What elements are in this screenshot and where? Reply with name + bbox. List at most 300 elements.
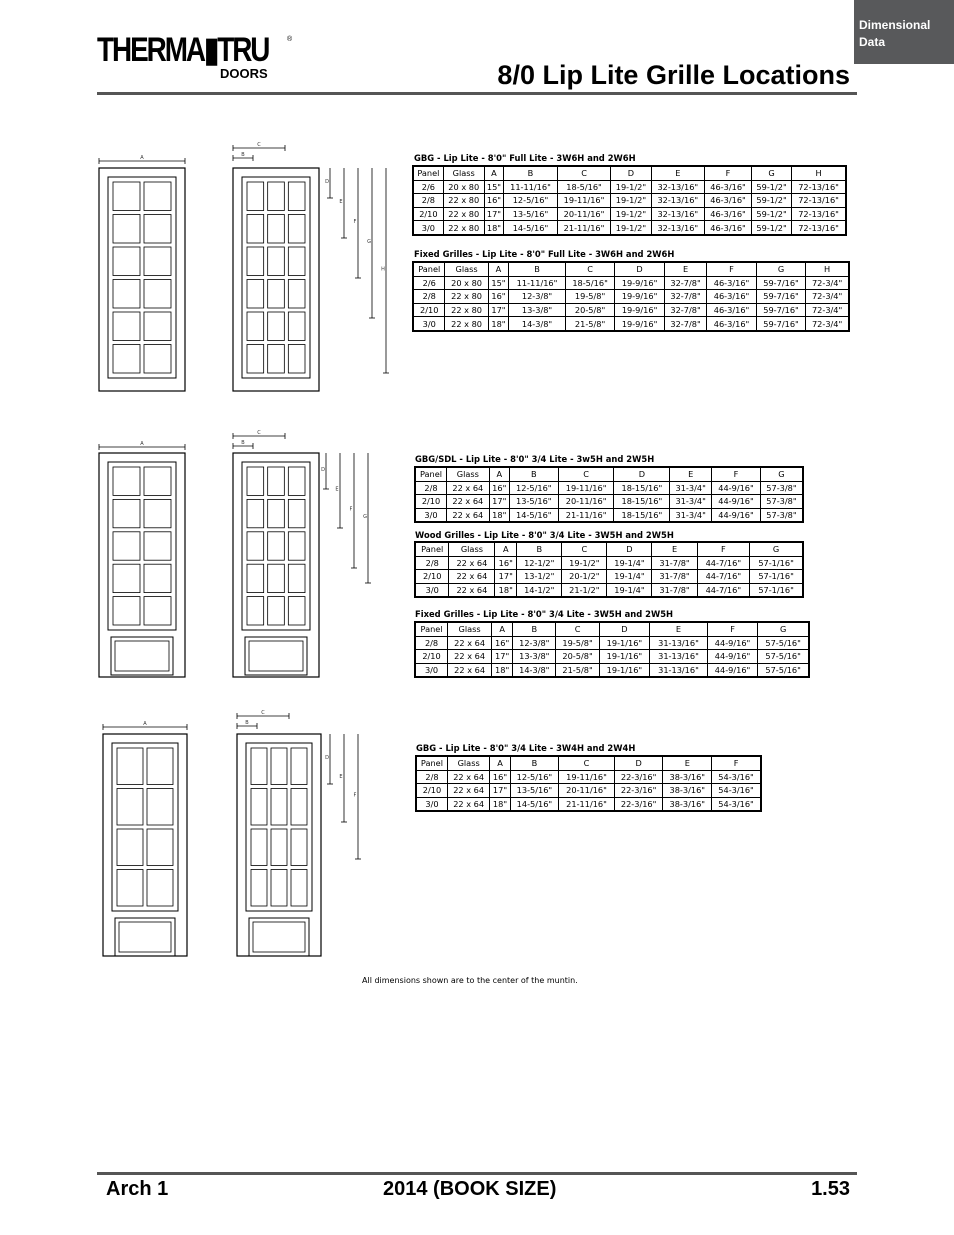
table-cell: 16": [495, 556, 517, 570]
column-header: Glass: [445, 262, 488, 276]
table-cell: 31-7/8": [652, 583, 697, 597]
table-cell: 57-3/8": [760, 508, 803, 522]
column-header: C: [559, 756, 615, 770]
table-cell: 19-1/16": [599, 636, 649, 650]
table-cell: 13-1/2": [517, 570, 562, 584]
column-header: Panel: [413, 166, 443, 180]
column-header: A: [492, 622, 513, 636]
glass-pane: [113, 532, 140, 560]
dimension-label: F: [349, 506, 353, 513]
glass-pane: [247, 532, 264, 560]
glass-pane: [288, 564, 305, 592]
table-cell: 16": [492, 636, 513, 650]
table-cell: 21-5/8": [556, 663, 599, 677]
table-cell: 13-3/8": [513, 650, 556, 664]
table-cell: 31-7/8": [652, 570, 697, 584]
table-cell: 59-7/16": [756, 276, 806, 290]
table-row: [413, 207, 846, 221]
glass-pane: [251, 870, 267, 907]
table-cell: 19-1/2": [611, 194, 651, 208]
table-row: [415, 508, 803, 522]
glass-pane: [113, 345, 140, 374]
column-header: B: [510, 756, 559, 770]
glass-pane: [247, 247, 264, 276]
table-cell: 2/6: [413, 276, 445, 290]
dimension-label: E: [339, 774, 343, 780]
table-cell: 19-1/2": [611, 207, 651, 221]
glass-pane: [147, 789, 173, 826]
glass-pane: [288, 597, 305, 625]
glass-pane: [113, 499, 140, 527]
table-cell: 2/8: [413, 194, 443, 208]
glass-pane: [291, 829, 307, 866]
column-header: F: [707, 262, 757, 276]
table-cell: 44-9/16": [712, 481, 761, 495]
table-cell: 16": [484, 194, 503, 208]
table-cell: 18-15/16": [614, 481, 670, 495]
table-cell: 12-3/8": [509, 290, 566, 304]
column-header: A: [488, 262, 509, 276]
glass-pane: [268, 564, 285, 592]
table-cell: 72-13/16": [792, 194, 846, 208]
glass-pane: [268, 280, 285, 309]
column-header: C: [565, 262, 615, 276]
glass-pane: [268, 312, 285, 341]
table-cell: 17": [488, 303, 509, 317]
table-cell: 59-7/16": [756, 290, 806, 304]
table-cell: 46-3/16": [707, 303, 757, 317]
table-cell: 21-11/16": [559, 797, 615, 811]
table-cell: 54-3/16": [712, 770, 761, 784]
door-3w5h-frame: [233, 453, 319, 677]
glass-pane: [247, 467, 264, 495]
table-cell: 3/0: [415, 583, 449, 597]
column-header: B: [504, 166, 558, 180]
dimension-table: [414, 466, 804, 523]
door-3w5h-panel-inset: [249, 641, 303, 671]
table-cell: 18-15/16": [614, 508, 670, 522]
table-cell: 16": [489, 481, 509, 495]
table-cell: 59-1/2": [751, 221, 791, 235]
table-cell: 13-5/16": [504, 207, 558, 221]
column-header: F: [712, 467, 761, 481]
table-cell: 19-9/16": [615, 303, 665, 317]
table-cell: 44-9/16": [707, 636, 757, 650]
table-cell: 72-13/16": [792, 180, 846, 194]
table-cell: 22-3/16": [614, 770, 663, 784]
table-cell: 31-3/4": [670, 481, 712, 495]
column-header: B: [509, 467, 558, 481]
table-cell: 22 x 64: [448, 636, 492, 650]
table-cell: 72-13/16": [792, 207, 846, 221]
table-cell: 11-11/16": [504, 180, 558, 194]
dimension-table: [414, 541, 804, 598]
column-header: F: [712, 756, 761, 770]
table-cell: 19-9/16": [615, 317, 665, 331]
column-header: E: [652, 542, 697, 556]
table-cell: 22 x 64: [449, 556, 495, 570]
glass-pane: [144, 532, 171, 560]
table-cell: 22 x 80: [445, 290, 488, 304]
table-cell: 17": [495, 570, 517, 584]
table-cell: 3/0: [413, 221, 443, 235]
table-cell: 2/8: [415, 556, 449, 570]
table-cell: 19-1/4": [607, 583, 652, 597]
table-cell: 13-5/16": [509, 495, 558, 509]
table-cell: 19-9/16": [615, 276, 665, 290]
door-2w4h-lite-frame: [112, 743, 178, 911]
glass-pane: [268, 182, 285, 211]
table-cell: 31-3/4": [670, 495, 712, 509]
column-header: Panel: [415, 467, 447, 481]
column-header: E: [670, 467, 712, 481]
table-cell: 44-7/16": [697, 583, 750, 597]
table-row: [413, 276, 849, 290]
table-cell: 21-5/8": [565, 317, 615, 331]
door-2w5h-frame: [99, 453, 185, 677]
glass-pane: [268, 345, 285, 374]
table-cell: 38-3/16": [663, 784, 712, 798]
door-2w6h-frame: [99, 168, 185, 391]
glass-pane: [247, 499, 264, 527]
table-cell: 32-13/16": [651, 207, 705, 221]
table-cell: 18": [484, 221, 503, 235]
dimension-label: B: [245, 720, 249, 726]
table-cell: 46-3/16": [705, 207, 752, 221]
column-header: D: [607, 542, 652, 556]
table-cell: 19-1/4": [607, 556, 652, 570]
column-header: Glass: [447, 756, 489, 770]
door-3w4h-frame: [237, 734, 321, 956]
table-cell: 46-3/16": [707, 317, 757, 331]
footnote: All dimensions shown are to the center of the muntin.: [362, 976, 578, 985]
column-header: Panel: [413, 262, 445, 276]
glass-pane: [144, 182, 171, 211]
table-cell: 44-9/16": [707, 663, 757, 677]
table-cell: 19-11/16": [557, 194, 611, 208]
glass-pane: [113, 215, 140, 244]
section-tab-line1: Dimensional: [859, 18, 931, 32]
glass-pane: [247, 597, 264, 625]
table-row: [416, 797, 761, 811]
glass-pane: [144, 467, 171, 495]
table-row: [415, 650, 809, 664]
column-header: G: [760, 467, 803, 481]
table-cell: 72-3/4": [806, 303, 849, 317]
table-cell: 59-1/2": [751, 180, 791, 194]
table-header-row: [415, 467, 803, 481]
table-cell: 44-7/16": [697, 570, 750, 584]
table-cell: 54-3/16": [712, 797, 761, 811]
table-cell: 18": [492, 663, 513, 677]
table-cell: 46-3/16": [705, 194, 752, 208]
table-cell: 57-1/16": [750, 583, 803, 597]
glass-pane: [113, 312, 140, 341]
table-cell: 14-3/8": [509, 317, 566, 331]
table-cell: 22 x 64: [447, 797, 489, 811]
glass-pane: [144, 597, 171, 625]
door-2w6h-lite-frame: [108, 177, 176, 378]
glass-pane: [271, 870, 287, 907]
page-title: 8/0 Lip Lite Grille Locations: [497, 60, 850, 90]
dimension-label: G: [363, 514, 367, 520]
glass-pane: [113, 182, 140, 211]
dimension-label: E: [339, 199, 343, 205]
table-cell: 21-11/16": [558, 508, 614, 522]
dimension-label: A: [143, 721, 147, 727]
table-cell: 22 x 64: [448, 663, 492, 677]
column-header: C: [562, 542, 607, 556]
table-cell: 22 x 64: [447, 784, 489, 798]
table-row: [415, 556, 803, 570]
table-cell: 13-5/16": [510, 784, 559, 798]
table-row: [413, 317, 849, 331]
door-3w4h-panel: [249, 918, 309, 956]
glass-pane: [271, 748, 287, 785]
table-cell: 22 x 64: [449, 570, 495, 584]
table-cell: 32-13/16": [651, 194, 705, 208]
table-cell: 59-7/16": [756, 303, 806, 317]
column-header: C: [558, 467, 614, 481]
table-row: [415, 481, 803, 495]
table-cell: 14-5/16": [509, 508, 558, 522]
glass-pane: [117, 748, 143, 785]
table-cell: 21-11/16": [557, 221, 611, 235]
column-header: G: [750, 542, 803, 556]
table-cell: 2/10: [413, 303, 445, 317]
glass-pane: [251, 829, 267, 866]
glass-pane: [144, 280, 171, 309]
table-header-row: [416, 756, 761, 770]
table-cell: 57-3/8": [760, 495, 803, 509]
column-header: H: [806, 262, 849, 276]
table-cell: 22 x 80: [443, 207, 484, 221]
table-cell: 38-3/16": [663, 770, 712, 784]
table-cell: 2/10: [416, 784, 447, 798]
brand-logo: THERMA▮TRU: [97, 31, 269, 69]
column-header: D: [614, 467, 670, 481]
glass-pane: [288, 182, 305, 211]
table-cell: 18": [490, 797, 510, 811]
table-cell: 2/10: [415, 495, 447, 509]
table-header-row: [413, 166, 846, 180]
table-row: [416, 770, 761, 784]
glass-pane: [291, 748, 307, 785]
table-cell: 22 x 64: [447, 770, 489, 784]
table-cell: 20-11/16": [557, 207, 611, 221]
column-header: E: [664, 262, 706, 276]
column-header: G: [758, 622, 809, 636]
glass-pane: [288, 532, 305, 560]
table-caption: Fixed Grilles - Lip Lite - 8'0" Full Lite - 3W6H and 2W6H: [414, 249, 675, 259]
glass-pane: [247, 345, 264, 374]
table-cell: 14-5/16": [504, 221, 558, 235]
table-cell: 18": [488, 317, 509, 331]
glass-pane: [247, 564, 264, 592]
glass-pane: [271, 789, 287, 826]
table-cell: 17": [489, 495, 509, 509]
column-header: Panel: [415, 622, 448, 636]
glass-pane: [247, 312, 264, 341]
footer-center: 2014 (BOOK SIZE): [383, 1178, 557, 1200]
table-cell: 14-5/16": [510, 797, 559, 811]
table-cell: 12-1/2": [517, 556, 562, 570]
dimension-label: A: [140, 441, 144, 447]
table-cell: 11-11/16": [509, 276, 566, 290]
table-cell: 22 x 64: [447, 495, 490, 509]
table-cell: 21-1/2": [562, 583, 607, 597]
table-cell: 13-3/8": [509, 303, 566, 317]
glass-pane: [268, 247, 285, 276]
table-cell: 2/8: [415, 636, 448, 650]
table-row: [413, 221, 846, 235]
glass-pane: [268, 499, 285, 527]
table-cell: 12-5/16": [510, 770, 559, 784]
dimension-table: [414, 621, 810, 678]
column-header: A: [489, 467, 509, 481]
dimension-table: [415, 755, 762, 812]
table-cell: 59-1/2": [751, 194, 791, 208]
table-cell: 19-1/2": [562, 556, 607, 570]
table-cell: 22 x 80: [443, 194, 484, 208]
table-cell: 22 x 80: [443, 221, 484, 235]
column-header: C: [556, 622, 599, 636]
table-cell: 44-9/16": [712, 508, 761, 522]
table-row: [415, 583, 803, 597]
table-cell: 19-1/2": [611, 180, 651, 194]
column-header: B: [513, 622, 556, 636]
table-cell: 3/0: [416, 797, 447, 811]
glass-pane: [247, 182, 264, 211]
table-cell: 57-5/16": [758, 650, 809, 664]
table-cell: 19-1/16": [599, 663, 649, 677]
glass-pane: [268, 597, 285, 625]
table-caption: Wood Grilles - Lip Lite - 8'0" 3/4 Lite - 3W5H and 2W5H: [415, 530, 674, 540]
table-cell: 12-5/16": [509, 481, 558, 495]
table-row: [416, 784, 761, 798]
door-3w5h-panel: [245, 637, 307, 675]
table-cell: 20-5/8": [565, 303, 615, 317]
table-row: [415, 636, 809, 650]
table-caption: GBG - Lip Lite - 8'0" 3/4 Lite - 3W4H and 2W4H: [416, 743, 636, 753]
glass-pane: [117, 789, 143, 826]
table-caption: GBG/SDL - Lip Lite - 8'0" 3/4 Lite - 3w5H and 2W5H: [415, 454, 655, 464]
glass-pane: [147, 870, 173, 907]
door-3w5h-lite-frame: [242, 462, 310, 630]
column-header: Glass: [449, 542, 495, 556]
door-2w4h-frame: [103, 734, 187, 956]
table-cell: 2/10: [415, 570, 449, 584]
table-cell: 20-1/2": [562, 570, 607, 584]
column-header: F: [697, 542, 750, 556]
glass-pane: [251, 748, 267, 785]
table-header-row: [413, 262, 849, 276]
table-caption: Fixed Grilles - Lip Lite - 8'0" 3/4 Lite - 3W5H and 2W5H: [415, 609, 674, 619]
column-header: E: [663, 756, 712, 770]
table-cell: 22 x 80: [445, 317, 488, 331]
table-row: [415, 570, 803, 584]
column-header: H: [792, 166, 846, 180]
table-cell: 20 x 80: [445, 276, 488, 290]
table-cell: 18-15/16": [614, 495, 670, 509]
table-cell: 57-1/16": [750, 556, 803, 570]
column-header: G: [751, 166, 791, 180]
dimension-label: D: [325, 179, 329, 185]
table-header-row: [415, 542, 803, 556]
table-cell: 2/8: [416, 770, 447, 784]
table-cell: 18": [489, 508, 509, 522]
dimension-label: H: [381, 266, 385, 273]
section-tab-line2: Data: [859, 35, 886, 49]
glass-pane: [288, 499, 305, 527]
dimension-label: C: [261, 710, 265, 716]
table-cell: 14-1/2": [517, 583, 562, 597]
dimension-label: C: [257, 142, 261, 148]
table-cell: 17": [490, 784, 510, 798]
table-cell: 19-1/16": [599, 650, 649, 664]
glass-pane: [247, 215, 264, 244]
table-cell: 2/6: [413, 180, 443, 194]
footer-page-number: 1.53: [811, 1178, 850, 1200]
table-row: [413, 290, 849, 304]
column-header: D: [615, 262, 665, 276]
table-row: [413, 303, 849, 317]
table-cell: 46-3/16": [705, 221, 752, 235]
door-2w5h-panel: [111, 637, 173, 675]
column-header: Glass: [448, 622, 492, 636]
table-cell: 57-5/16": [758, 663, 809, 677]
table-row: [413, 180, 846, 194]
dimension-table: [412, 261, 850, 332]
table-cell: 32-13/16": [651, 180, 705, 194]
glass-pane: [291, 789, 307, 826]
table-header-row: [415, 622, 809, 636]
glass-pane: [147, 748, 173, 785]
dimension-label: B: [241, 440, 245, 446]
table-cell: 57-3/8": [760, 481, 803, 495]
glass-pane: [268, 532, 285, 560]
door-2w4h-panel: [115, 918, 175, 956]
table-cell: 44-7/16": [697, 556, 750, 570]
glass-pane: [113, 247, 140, 276]
table-cell: 19-1/4": [607, 570, 652, 584]
table-cell: 3/0: [415, 663, 448, 677]
dimension-label: D: [321, 467, 325, 473]
table-cell: 17": [484, 207, 503, 221]
column-header: Panel: [416, 756, 447, 770]
glass-pane: [113, 280, 140, 309]
table-cell: 2/8: [413, 290, 445, 304]
brand-logo-registered-mark: ®: [287, 36, 293, 43]
table-cell: 38-3/16": [663, 797, 712, 811]
column-header: Glass: [443, 166, 484, 180]
glass-pane: [117, 870, 143, 907]
table-cell: 17": [492, 650, 513, 664]
table-row: [415, 495, 803, 509]
table-cell: 31-13/16": [650, 663, 708, 677]
dimension-label: E: [335, 486, 339, 493]
glass-pane: [268, 215, 285, 244]
table-cell: 2/8: [415, 481, 447, 495]
door-3w4h-panel-inset: [253, 922, 305, 952]
table-cell: 46-3/16": [707, 290, 757, 304]
glass-pane: [247, 280, 264, 309]
glass-pane: [144, 564, 171, 592]
table-cell: 20 x 80: [443, 180, 484, 194]
dimension-label: C: [257, 430, 261, 436]
table-cell: 20-5/8": [556, 650, 599, 664]
glass-pane: [288, 247, 305, 276]
